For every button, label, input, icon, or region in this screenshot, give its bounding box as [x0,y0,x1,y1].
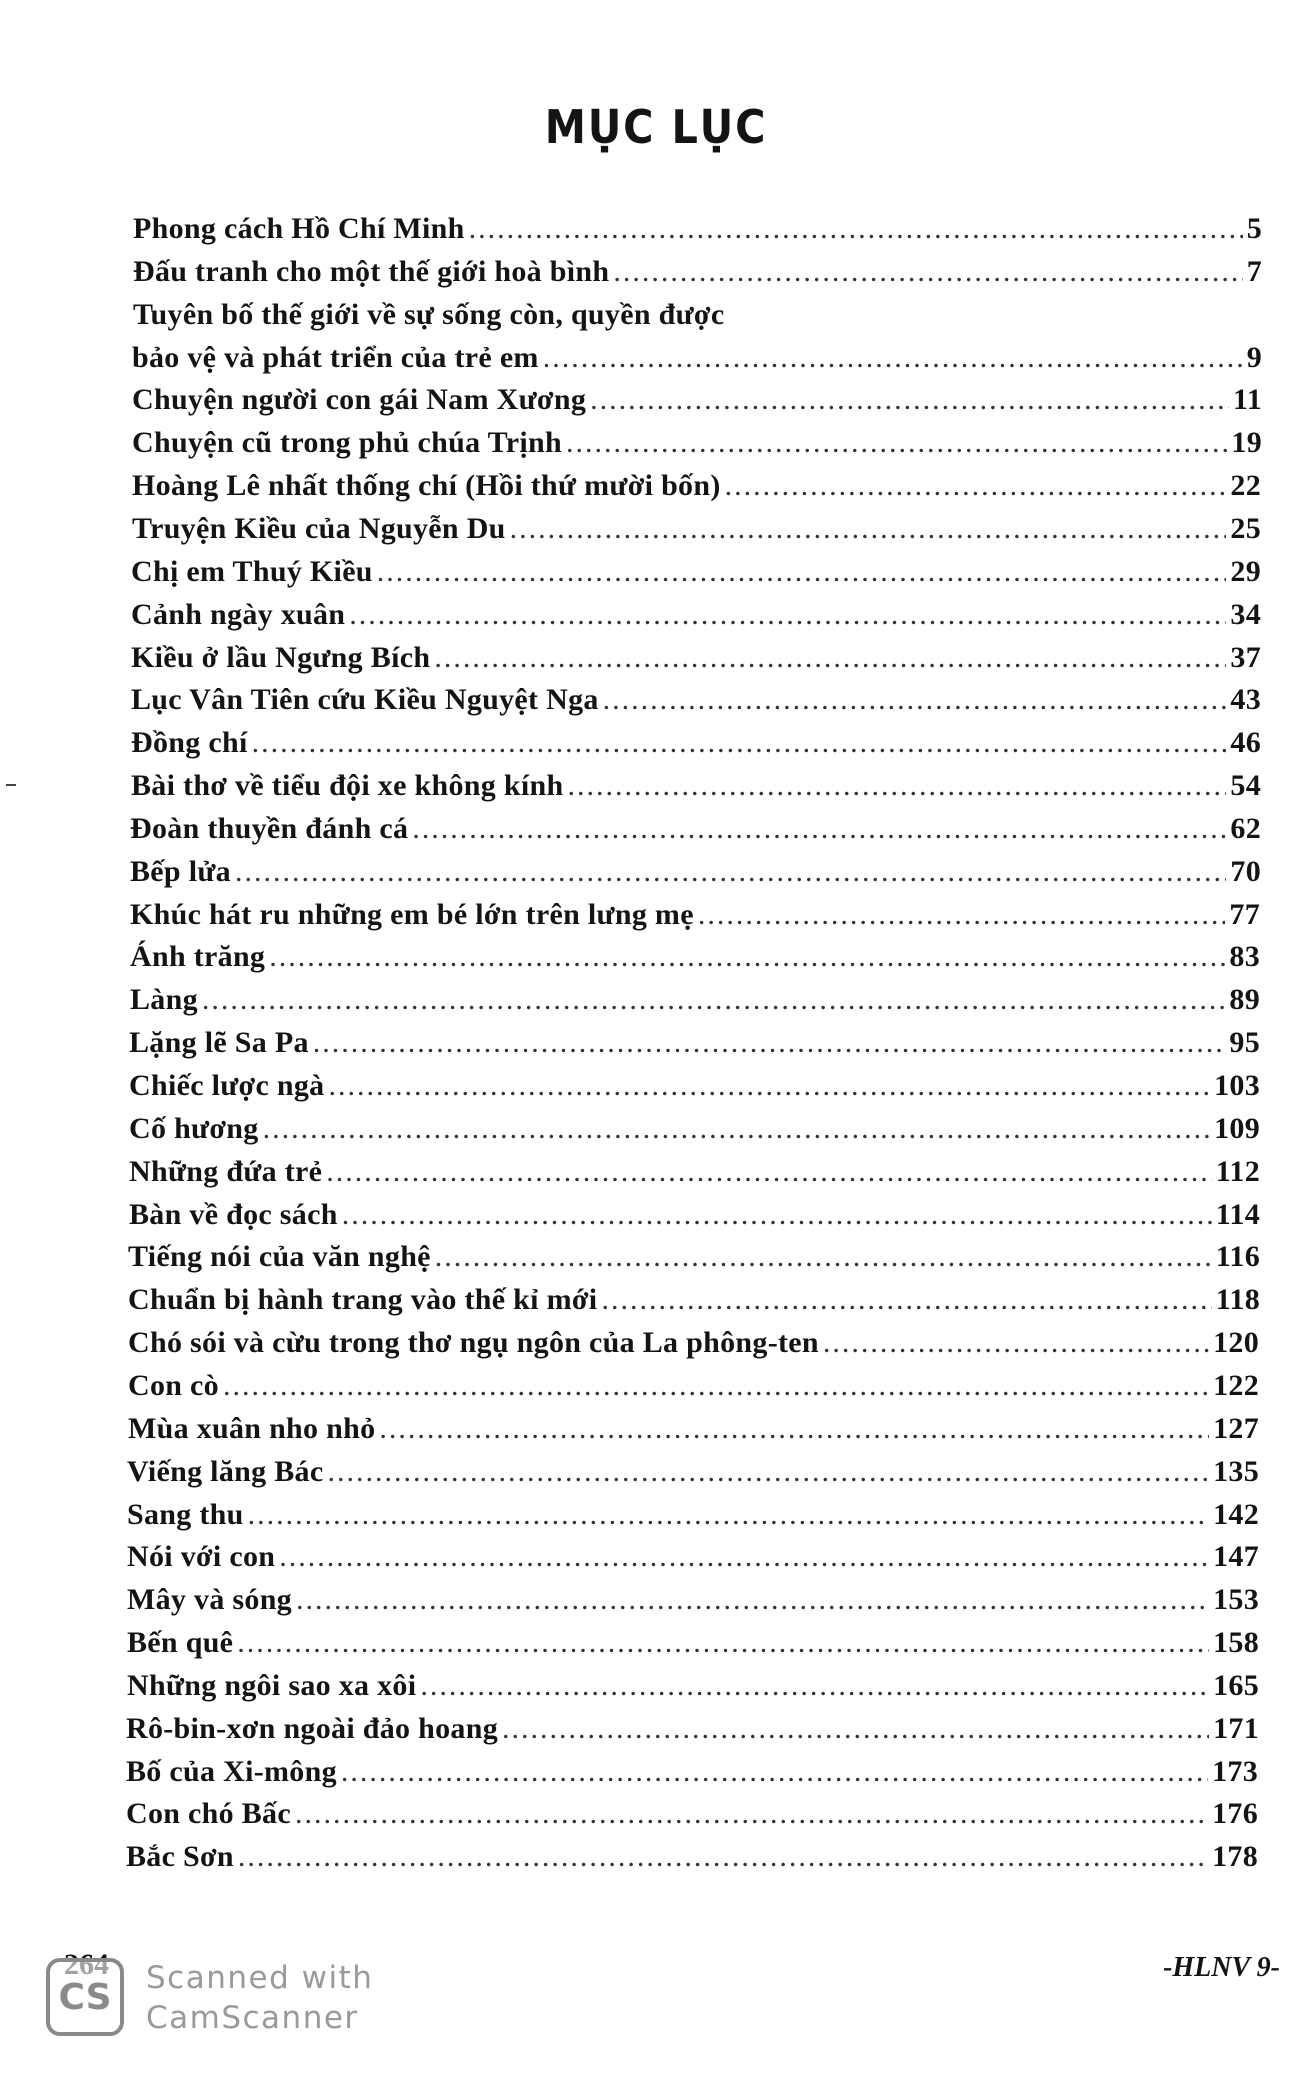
toc-entry-title: Chuyện cũ trong phủ chúa Trịnh [132,426,562,459]
dot-leader [510,508,1227,550]
page-title: MỤC LỤC [544,100,768,154]
toc-entry-page: 89 [1229,983,1260,1016]
toc-entry-title: Mây và sóng [127,1583,292,1616]
dot-leader [252,722,1227,764]
dot-leader [295,1793,1208,1835]
toc-entry-page: 116 [1215,1240,1260,1273]
toc-entry-page: 165 [1213,1669,1259,1702]
toc-entry-page: 19 [1231,426,1262,459]
dot-leader [823,1322,1209,1364]
dot-leader [590,379,1229,421]
toc-entry-page: 62 [1230,812,1261,845]
toc-entry-title: Bố của Xi-mông [126,1755,337,1788]
toc-entry-page: 122 [1213,1369,1259,1402]
toc-entry-title: Lục Vân Tiên cứu Kiều Nguyệt Nga [131,683,599,716]
toc-entry-page: 22 [1230,469,1261,502]
toc-entry-title: Tiếng nói của văn nghệ [128,1240,431,1273]
toc-entry [130,979,1260,1021]
toc-entry [126,1836,1258,1878]
toc-entry-title: Những đứa trẻ [129,1155,323,1188]
toc-entry-page: 34 [1230,598,1261,631]
toc-entry [128,1408,1259,1450]
scan-speck [6,784,16,786]
toc-entry-title: Tuyên bố thế giới về sự sống còn, quyền được [133,298,725,331]
toc-entry-page: 95 [1229,1026,1260,1059]
toc-entry [129,1108,1260,1150]
watermark-line-1: Scanned with [146,1960,374,1996]
toc-entry [126,1751,1258,1793]
toc-entry [127,1451,1259,1493]
toc-entry [128,1322,1259,1364]
dot-leader [434,637,1226,679]
toc-entry [131,594,1261,636]
watermark-line-2: CamScanner [146,2000,359,2036]
toc-entry-page: 176 [1212,1797,1258,1830]
toc-entry-page: 120 [1213,1326,1259,1359]
toc-entry [129,1022,1260,1064]
book-series-label: -HLNV 9- [1163,1952,1280,1983]
toc-entry-page: 135 [1213,1455,1259,1488]
toc-entry-page: 77 [1229,898,1260,931]
dot-leader [238,1836,1208,1878]
toc-entry [129,1194,1260,1236]
camscanner-watermark [146,1958,373,2038]
dot-leader [263,1108,1211,1150]
toc-entry-title: bảo vệ và phát triển của trẻ em [132,341,539,374]
dot-leader [223,1365,1209,1407]
toc-entry-title: Phong cách Hồ Chí Minh [133,212,465,245]
toc-entry-title: Rô-bin-xơn ngoài đảo hoang [126,1712,499,1745]
toc-entry-page: 127 [1213,1412,1259,1445]
toc-entry-title: Chó sói và cừu trong thơ ngụ ngôn của La phông-ten [128,1326,819,1359]
dot-leader [296,1579,1209,1621]
dot-leader [502,1708,1209,1750]
toc-entry-page: 5 [1246,212,1262,245]
toc-entry-title: Bàn về đọc sách [129,1198,338,1231]
toc-entry [131,765,1261,807]
dot-leader [341,1751,1208,1793]
toc-entry-title: Con cò [128,1369,219,1402]
toc-entry [128,1365,1259,1407]
toc-entry [131,551,1261,593]
toc-entry [130,894,1260,936]
dot-leader [202,979,1225,1021]
toc-entry-page: 7 [1246,255,1262,288]
dot-leader [420,1665,1209,1707]
toc-entry-title: Ánh trăng [130,940,266,973]
toc-entry [129,1065,1260,1107]
toc-entry [127,1665,1259,1707]
toc-entry-title: Chị em Thuý Kiều [131,555,373,588]
dot-leader [349,594,1226,636]
toc-entry-title: Bến quê [127,1626,234,1659]
toc-entry-title: Những ngôi sao xa xôi [127,1669,417,1702]
toc-entry-title: Mùa xuân nho nhỏ [128,1412,376,1445]
toc-entry-title: Bếp lửa [130,855,231,888]
toc-entry [127,1536,1259,1578]
toc-entry-title: Lặng lẽ Sa Pa [129,1026,309,1059]
dot-leader [342,1194,1212,1236]
toc-entry-page: 46 [1230,726,1261,759]
toc-entry-page: 109 [1214,1112,1260,1145]
dot-leader [237,1622,1209,1664]
dot-leader [698,894,1226,936]
toc-entry-title: Hoàng Lê nhất thống chí (Hồi thứ mười bốn) [132,469,721,502]
toc-entry-title: Nói với con [127,1540,276,1573]
dot-leader [469,208,1243,250]
dot-leader [435,1236,1212,1278]
dot-leader [566,422,1227,464]
toc-entry [128,1279,1260,1321]
toc-entry [131,722,1261,764]
toc-entry-page: 178 [1212,1840,1258,1873]
toc-entry [131,679,1261,721]
toc-entry [133,208,1262,250]
toc-entry-title: Khúc hát ru những em bé lớn trên lưng mẹ [130,898,694,931]
toc-entry-title: Chuyện người con gái Nam Xương [132,383,587,416]
toc-entry-page: 70 [1230,855,1261,888]
toc-entry-page: 112 [1215,1155,1260,1188]
toc-entry [132,422,1262,464]
dot-leader [543,337,1243,379]
dot-leader [725,465,1227,507]
toc-entry-title: Cảnh ngày xuân [131,598,346,631]
toc-entry [132,337,1262,379]
toc-entry-title: Sang thu [127,1498,244,1531]
toc-entry-page: 118 [1215,1283,1260,1316]
toc-entry [130,936,1260,978]
toc-entry-page: 158 [1213,1626,1259,1659]
toc-entry [129,1151,1260,1193]
dot-leader [327,1451,1209,1493]
toc-entry-page: 103 [1214,1069,1260,1102]
toc-entry [126,1793,1258,1835]
toc-entry-page: 37 [1230,641,1261,674]
dot-leader [603,679,1227,721]
dot-leader [377,551,1227,593]
toc-entry-title: Đoàn thuyền đánh cá [130,812,409,845]
camscanner-logo-icon: CS [46,1958,124,2036]
toc-entry [132,379,1262,421]
toc-entry [131,637,1261,679]
toc-entry-title: Cố hương [129,1112,259,1145]
dot-leader [328,1065,1210,1107]
toc-entry-page: 153 [1213,1583,1259,1616]
toc-entry-page: 11 [1233,383,1262,416]
dot-leader [601,1279,1211,1321]
toc-entry-title: Đấu tranh cho một thế giới hoà bình [133,255,610,288]
toc-entry-title: Truyện Kiều của Nguyễn Du [132,512,506,545]
toc-entry-title: Đồng chí [131,726,248,759]
toc-entry-page: 9 [1246,341,1262,374]
toc-entry-page: 54 [1230,769,1261,802]
toc-entry-title: Viếng lăng Bác [127,1455,324,1488]
dot-leader [379,1408,1209,1450]
toc-entry-title: Bài thơ về tiểu đội xe không kính [131,769,564,802]
toc-entry-page: 43 [1230,683,1261,716]
toc-entry [127,1579,1259,1621]
toc-entry-title: Kiều ở lầu Ngưng Bích [131,641,431,674]
toc-entry [126,1708,1259,1750]
dot-leader [567,765,1226,807]
toc-entry-page: 173 [1212,1755,1258,1788]
dot-leader [326,1151,1212,1193]
toc-entry-page: 171 [1213,1712,1259,1745]
toc-entry [127,1622,1259,1664]
toc-entry [128,1236,1260,1278]
dot-leader [412,808,1226,850]
toc-entry-page: 29 [1230,555,1261,588]
toc-entry [133,251,1262,293]
toc-entry-title: Chuẩn bị hành trang vào thế kỉ mới [128,1283,598,1316]
dot-leader [248,1494,1209,1536]
toc-entry [132,508,1261,550]
toc-entry-title: Làng [130,983,198,1016]
dot-leader [235,851,1226,893]
toc-entry [132,465,1261,507]
toc-entry [130,808,1261,850]
dot-leader [313,1022,1226,1064]
toc-entry-page: 83 [1229,940,1260,973]
dot-leader [613,251,1242,293]
dot-leader [279,1536,1209,1578]
toc-entry-page: 142 [1213,1498,1259,1531]
toc-entry-title: Bắc Sơn [126,1840,234,1873]
toc-entry-page: 114 [1215,1198,1260,1231]
toc-entry [130,851,1261,893]
toc-entry-title: Chiếc lược ngà [129,1069,325,1102]
toc-entry-page: 147 [1213,1540,1259,1573]
dot-leader [269,936,1225,978]
toc-entry [127,1494,1259,1536]
toc-entry-page: 25 [1230,512,1261,545]
toc-entry-title: Con chó Bấc [126,1797,291,1830]
toc-entry [133,294,1262,336]
